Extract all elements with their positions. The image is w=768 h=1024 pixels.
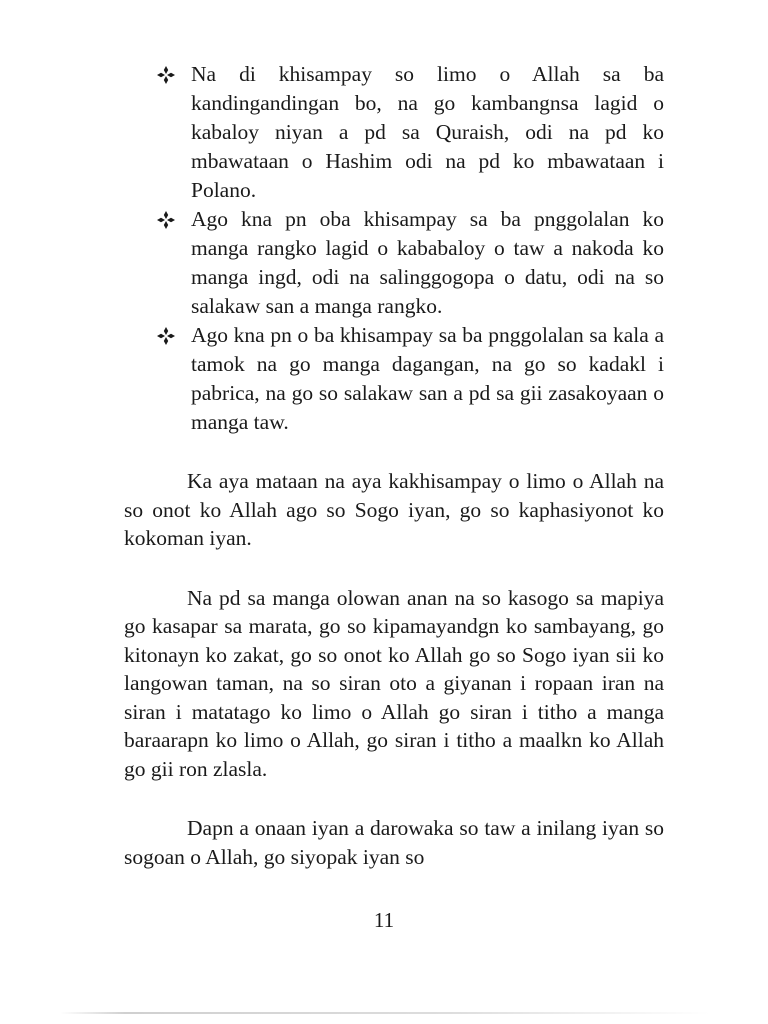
four-diamond-star-icon (154, 208, 178, 232)
bullet-list (124, 60, 664, 437)
page-number: 11 (373, 908, 395, 932)
list-item (124, 205, 664, 321)
four-diamond-star-icon (154, 63, 178, 87)
paragraph: Ka aya mataan na aya kakhisampay o limo o Allah na so onot ko Allah ago so Sogo iyan, go so kaphasiyonot ko kokoman iyan. (124, 469, 664, 550)
bullet-text: Ago kna pn oba khisampay sa ba pnggolalan ko manga rangko lagid o kababaloy o taw a nakoda ko manga ingd, odi na salinggogopa o datu, odi na so salakaw san a manga rangko. (191, 207, 664, 318)
paragraph: Na pd sa manga olowan anan na so kasogo sa mapiya go kasapar sa marata, go so kipamayandgn ko sambayang, go kitonayn ko zakat, go so onot ko Allah go so Sogo iyan sii ko langowan taman, na so siran oto a giyanan i ropaan iran na siran i matatago ko limo o Allah go siran i titho a manga baraarapn ko limo o Allah, go siran i titho a maalkn ko Allah go gii ron zlasla. (124, 585, 664, 781)
paragraph: Dapn a onaan iyan a darowaka so taw a inilang iyan so sogoan o Allah, go siyopak iyan so (124, 816, 664, 869)
list-item (124, 60, 664, 205)
bullet-text: Na di khisampay so limo o Allah sa ba kandingandingan bo, na go kambangnsa lagid o kabaloy niyan a pd sa Quraish, odi na pd ko mbawataan o Hashim odi na pd ko mbawataan i Polano. (191, 62, 664, 202)
list-item (124, 321, 664, 437)
page-edge-divider (60, 1012, 710, 1014)
bullet-text: Ago kna pn o ba khisampay sa ba pnggolalan sa kala a tamok na go manga dagangan, na go so kadakl i pabrica, na go so salakaw san a pd sa gii zasakoyaan o manga taw. (191, 323, 664, 434)
four-diamond-star-icon (154, 324, 178, 348)
page-body (124, 60, 664, 871)
